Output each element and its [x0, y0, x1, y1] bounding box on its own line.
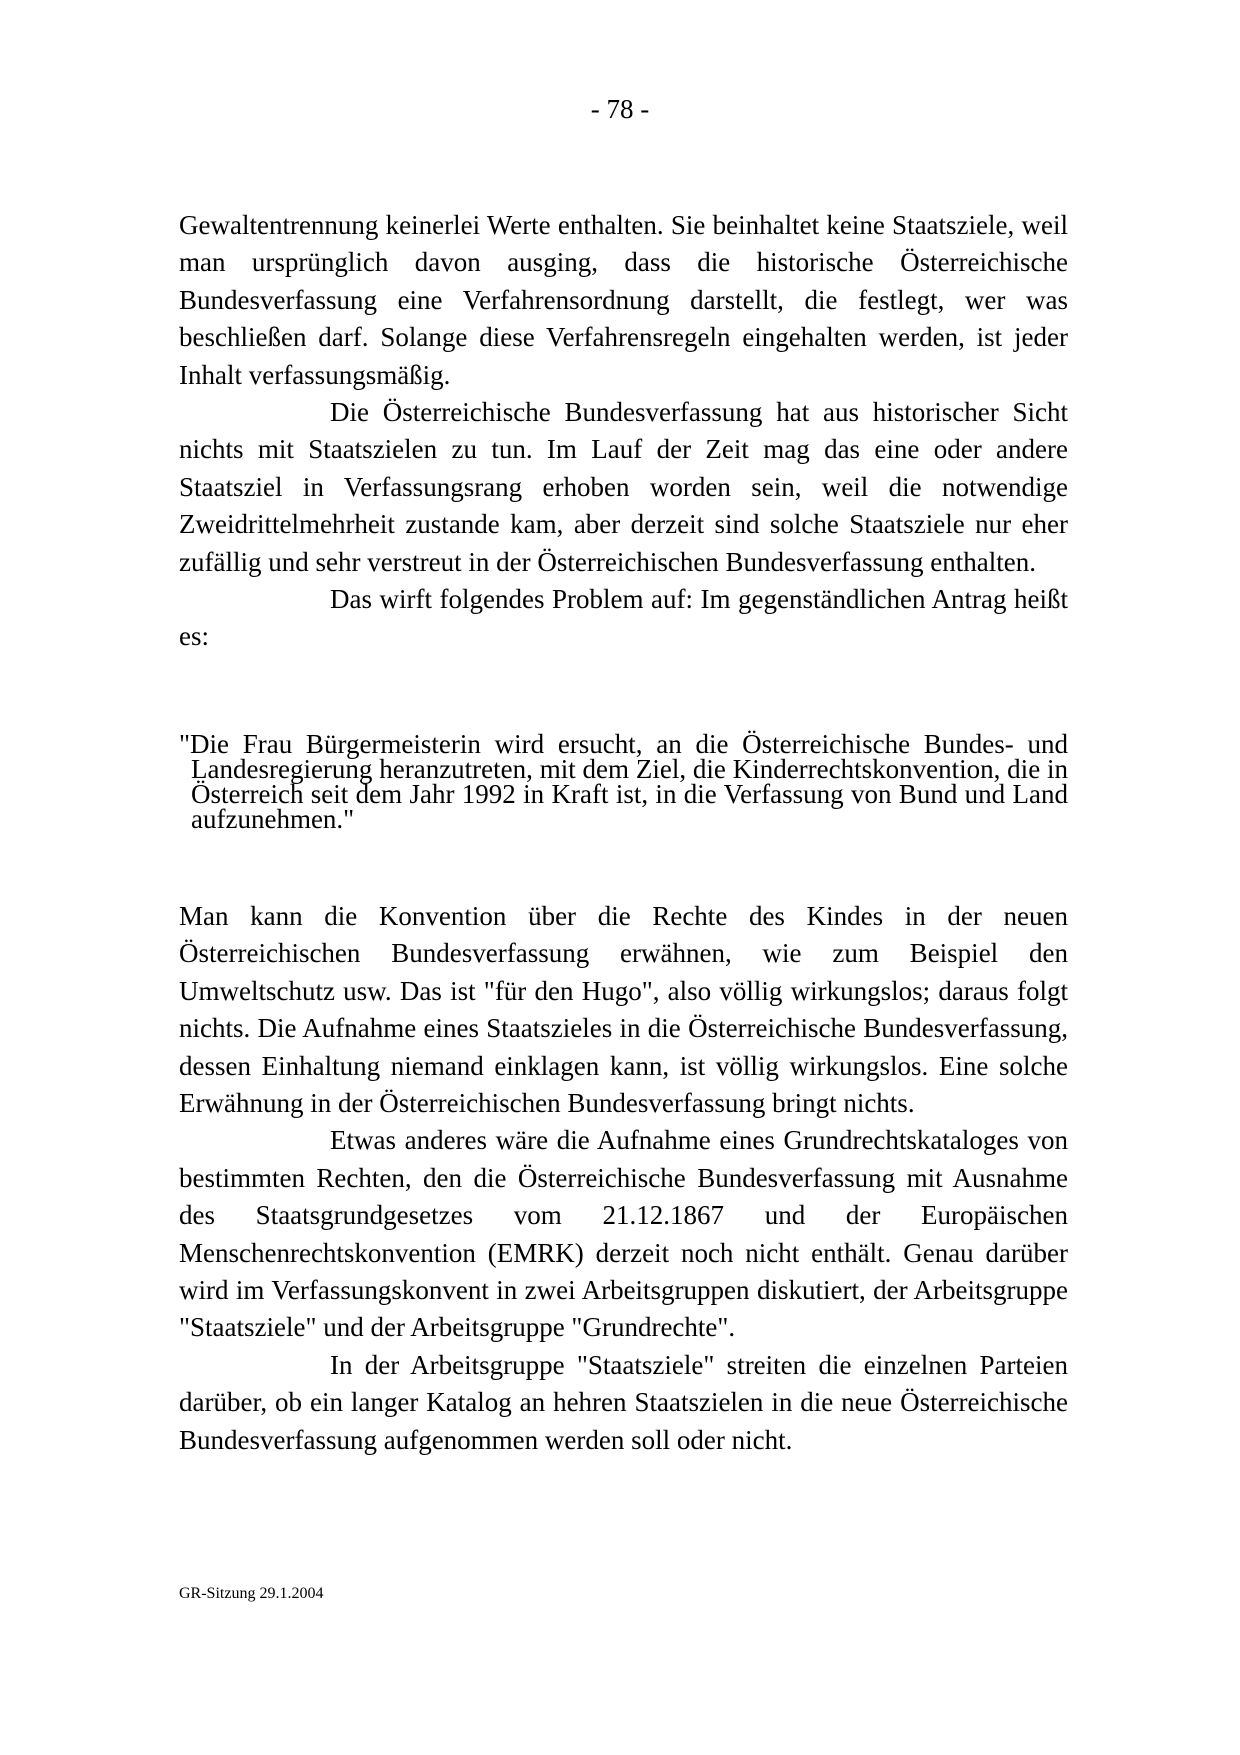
paragraph: Man kann die Konvention über die Rechte des Kindes in der neuen Österreichischen Bundesverfassung erwähnen, wie zum Beispiel den Umweltschutz usw. Das ist "für den Hugo", also völlig wirkungslos; daraus folgt nichts. Die Aufnahme eines Staatszieles in die Österreichische Bundesverfassung, dessen Einhaltung niemand einklagen kann, ist völlig wirkungslos. Eine solche Erwähnung in der Österreichischen Bundesverfassung bringt nichts. [179, 901, 1068, 1119]
paragraph: Die Österreichische Bundesverfassung hat aus historischer Sicht nichts mit Staatszielen zu tun. Im Lauf der Zeit mag das eine oder andere Staatsziel in Verfassungsrang erhoben worden sein, weil die notwendige Zweidrittelmehrheit zustande kam, aber derzeit sind solche Staatsziele nur eher zufällig und sehr verstreut in der Österreichischen Bundesverfassung enthalten. [179, 397, 1068, 577]
paragraph: Gewaltentrennung keinerlei Werte enthalten. Sie beinhaltet keine Staatsziele, weil man ursprünglich davon ausging, dass die historische Österreichische Bundesverfassung eine Verfahrensordnung darstellt, die festlegt, wer was beschließen darf. Solange diese Verfahrensregeln eingehalten werden, ist jeder Inhalt verfassungsmäßig. [179, 210, 1068, 390]
paragraph: Das wirft folgendes Problem auf: Im gegenständlichen Antrag heißt es: [179, 584, 1068, 652]
paragraph: In der Arbeitsgruppe "Staatsziele" streiten die einzelnen Parteien darüber, ob ein langer Katalog an hehren Staatszielen in die neue Österreichische Bundesverfassung aufgenommen werden soll oder nicht. [179, 1349, 1068, 1455]
block-quote: "Die Frau Bürgermeisterin wird ersucht, an die Österreichische Bundes- und Landesregierung heranzutreten, mit dem Ziel, die Kinderrechtskonvention, die in Österreich seit dem Jahr 1992 in Kraft ist, in die Verfassung von Bund und Land aufzunehmen." [179, 729, 1068, 834]
page-number: - 78 - [590, 94, 650, 124]
text-block-before-quote [179, 207, 1068, 656]
footer-session-label: GR-Sitzung 29.1.2004 [179, 1585, 324, 1602]
text-block-after-quote [179, 898, 1068, 1459]
paragraph: Etwas anderes wäre die Aufnahme eines Grundrechtskataloges von bestimmten Rechten, den die Österreichische Bundesverfassung mit Ausnahme des Staatsgrundgesetzes vom 21.12.1867 und der Europäischen Menschenrechtskonvention (EMRK) derzeit noch nicht enthält. Genau darüber wird im Verfassungskonvent in zwei Arbeitsgruppen diskutiert, der Arbeitsgruppe "Staatsziele" und der Arbeitsgruppe "Grundrechte". [179, 1125, 1068, 1343]
